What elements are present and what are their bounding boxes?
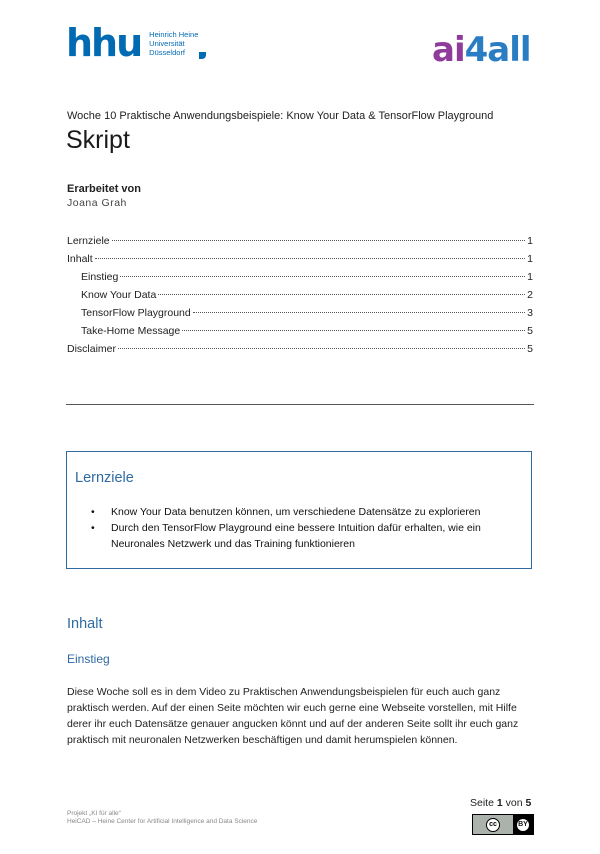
toc-entry-einstieg[interactable]	[81, 271, 533, 285]
page-current: 1	[496, 797, 503, 809]
footer-project: Projekt „KI für alle“	[67, 810, 121, 817]
ai4all-logo-part: 4	[464, 30, 488, 70]
toc-page: 1	[527, 253, 533, 265]
toc-page: 1	[527, 271, 533, 283]
section-heading: Inhalt	[67, 616, 103, 632]
by-icon: BY	[517, 819, 529, 831]
hhu-logo-line: Heinrich Heine	[149, 30, 199, 39]
toc-label: Lernziele	[67, 235, 110, 247]
toc-leader	[95, 258, 525, 259]
toc-entry-know-your-data[interactable]	[81, 289, 533, 303]
toc-leader	[112, 240, 526, 241]
toc-label: Einstieg	[81, 271, 119, 283]
learning-goals-box	[66, 451, 532, 569]
toc-label: Know Your Data	[81, 289, 157, 301]
document-subtitle: Woche 10 Praktische Anwendungsbeispiele: Know Your Data & TensorFlow Playground	[67, 110, 494, 122]
toc-leader	[182, 330, 525, 331]
learning-goal-item: • Know Your Data benutzen können, um verschiedene Datensätze zu explorieren	[91, 504, 511, 520]
toc-label: Disclaimer	[67, 343, 117, 355]
footer-text	[67, 810, 257, 826]
hhu-logo-line: Düsseldorf	[149, 48, 186, 57]
toc-leader	[193, 312, 525, 313]
hhu-logo-line: Universität	[149, 39, 185, 48]
toc-leader	[158, 294, 525, 295]
footer-center: HeiCAD – Heine Center for Artificial Intelligence and Data Science	[67, 818, 258, 825]
toc-label: TensorFlow Playground	[81, 307, 191, 319]
hhu-logo-dot	[199, 52, 206, 59]
cc-by-license-badge	[472, 814, 534, 835]
page-mid: von	[505, 797, 523, 809]
learning-goals-list	[91, 504, 511, 552]
author-label: Erarbeitet von	[67, 183, 141, 195]
cc-icon: cc	[486, 818, 500, 832]
toc-entry-take-home-message[interactable]	[81, 325, 533, 339]
toc-page: 5	[527, 343, 533, 355]
ai4all-logo-part: ai	[432, 30, 465, 70]
toc-entry-disclaimer[interactable]	[67, 343, 533, 357]
toc-entry-tensorflow-playground[interactable]	[81, 307, 533, 321]
ai4all-logo-part: all	[487, 30, 531, 70]
toc-leader	[118, 348, 525, 349]
page-prefix: Seite	[470, 797, 494, 809]
document-title: Skript	[66, 126, 130, 154]
cc-icon-area	[473, 815, 513, 834]
page-total: 5	[525, 797, 532, 809]
toc-page: 2	[527, 289, 533, 301]
toc-page: 3	[527, 307, 533, 319]
toc-leader	[120, 276, 525, 277]
ai4all-logo	[432, 30, 531, 70]
toc-label: Take-Home Message	[81, 325, 181, 337]
toc-entry-lernziele[interactable]	[67, 235, 533, 249]
hhu-logo	[66, 21, 206, 65]
learning-goals-heading: Lernziele	[75, 470, 134, 486]
hhu-logo-text	[149, 30, 198, 57]
toc-label: Inhalt	[67, 253, 93, 265]
subsection-heading: Einstieg	[67, 652, 110, 666]
section-divider	[66, 404, 534, 405]
toc-entry-inhalt[interactable]	[67, 253, 533, 267]
author-name: Joana Grah	[67, 197, 127, 209]
by-icon-area	[513, 815, 533, 834]
toc-page: 1	[527, 235, 533, 247]
body-paragraph: Diese Woche soll es in dem Video zu Praktischen Anwendungsbeispielen für euch auch ganz praktisch werden. Auf der einen Seite möchten wir euch gerne eine Webseite vorstellen, mit Hilfe derer ihr euch Datensätze genauer angucken könnt und auf der anderen Seite sollt ihr euch ganz praktisch mit neuronalen Netzwerken beschäftigen und damit herumspielen können.	[67, 686, 519, 746]
learning-goal-item: • Durch den TensorFlow Playground eine bessere Intuition dafür erhalten, wie ein Neuronales Netzwerk und das Training funktionieren	[91, 520, 511, 552]
hhu-logo-mark: hhu	[66, 21, 142, 65]
toc-page: 5	[527, 325, 533, 337]
page-number	[470, 797, 531, 809]
